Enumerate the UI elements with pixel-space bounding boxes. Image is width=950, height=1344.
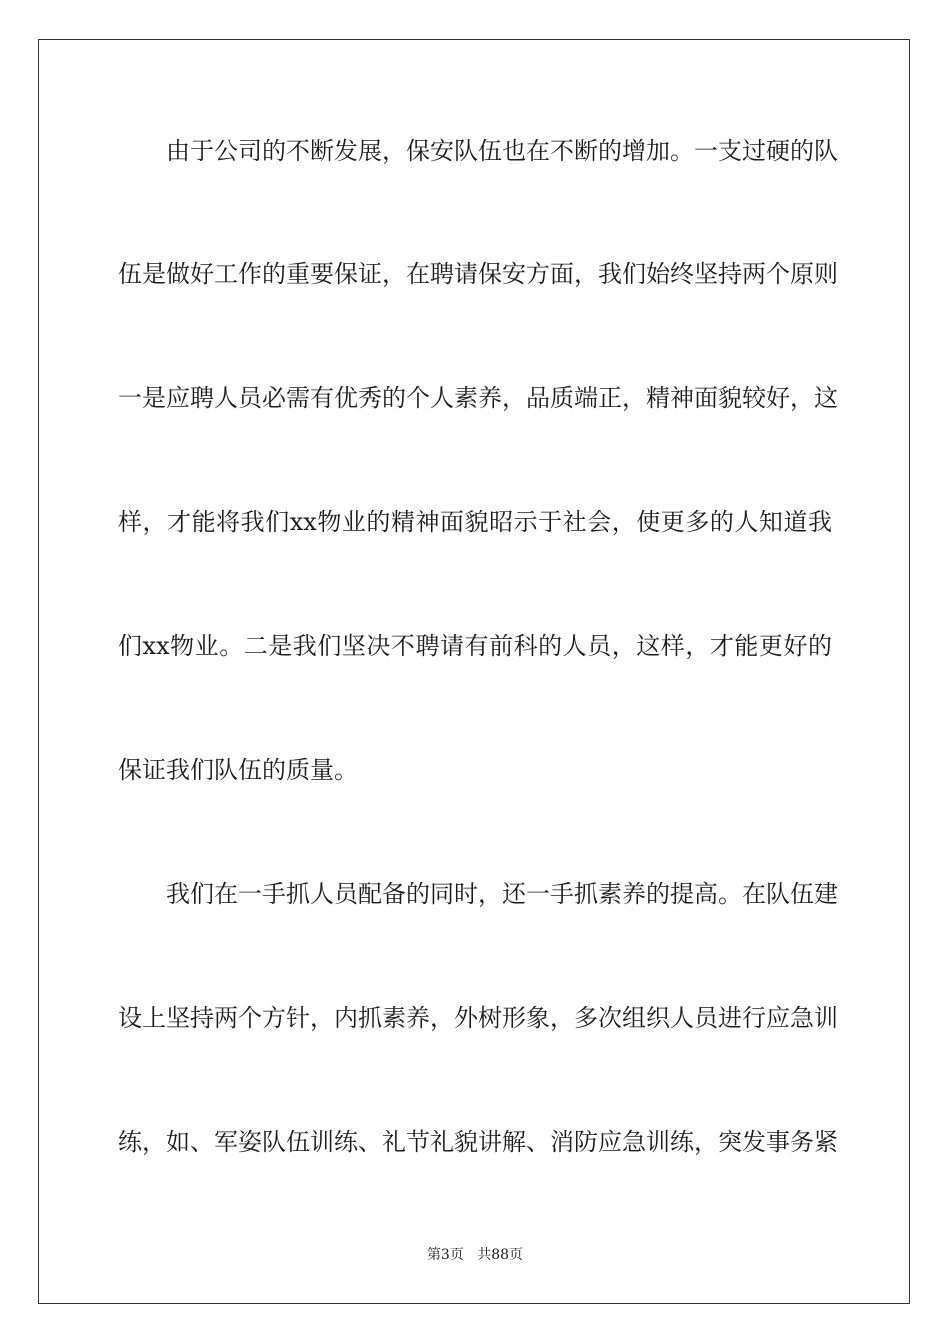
page-number: 第3页 [426,1247,464,1263]
page-border [38,39,910,1304]
paragraph-1-line-3: 一是应聘人员必需有优秀的个人素养，品质端正，精神面貌较好，这 [118,384,838,412]
paragraph-1-line-2: 伍是做好工作的重要保证，在聘请保安方面，我们始终坚持两个原则 [118,260,838,288]
paragraph-1-line-1: 由于公司的不断发展，保安队伍也在不断的增加。一支过硬的队 [166,137,838,165]
paragraph-2-line-3: 练，如、军姿队伍训练、礼节礼貌讲解、消防应急训练，突发事务紧 [118,1128,838,1156]
paragraph-1-line-4: 样，才能将我们xx物业的精神面貌昭示于社会，使更多的人知道我 [118,508,832,536]
paragraph-1-line-5: 们xx物业。二是我们坚决不聘请有前科的人员，这样，才能更好的 [118,632,832,660]
paragraph-1-line-6: 保证我们队伍的质量。 [118,756,358,784]
paragraph-2-line-1: 我们在一手抓人员配备的同时，还一手抓素养的提高。在队伍建 [166,880,838,908]
paragraph-2-line-2: 设上坚持两个方针，内抓素养，外树形象，多次组织人员进行应急训 [118,1004,838,1032]
page-footer [0,1245,950,1265]
page-total: 共88页 [477,1247,524,1263]
